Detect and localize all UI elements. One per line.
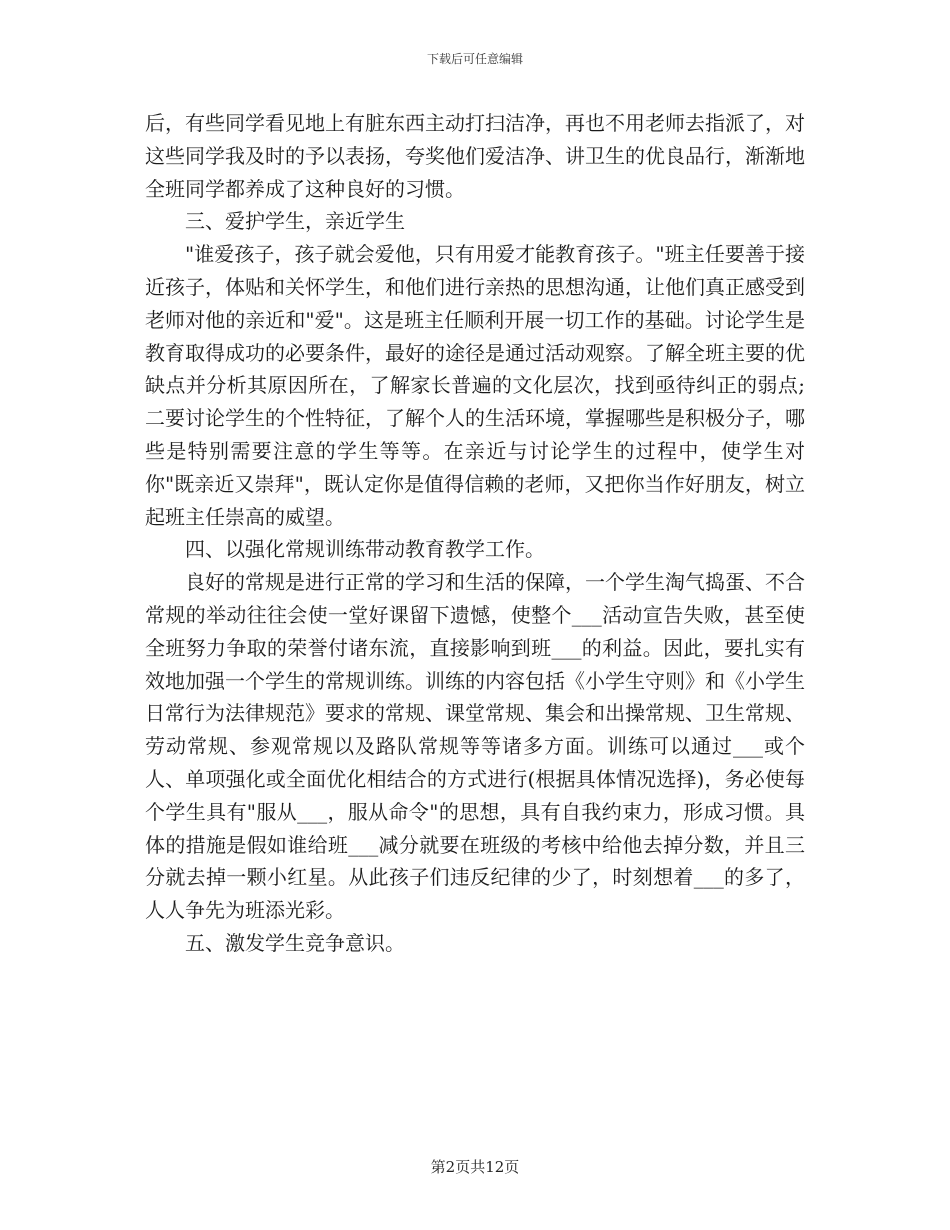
section-heading-4: 四、以强化常规训练带动教育教学工作。 (185, 537, 545, 562)
section-heading-5: 五、激发学生竞争意识。 (185, 930, 405, 955)
document-body (145, 107, 805, 960)
paragraph-routine-training: 良好的常规是进行正常的学习和生活的保障，一个学生淘气捣蛋、不合常规的举动往往会使一堂好课留下遗憾，使整个___活动宣告失败，甚至使全班努力争取的荣誉付诸东流，直接影响到班___的利益。因此，要扎实有效地加强一个学生的常规训练。训练的内容包括《小学生守则》和《小学生日常行为法律规范》要求的常规、课堂常规、集会和出操常规、卫生常规、劳动常规、参观常规以及路队常规等等诸多方面。训练可以通过___或个人、单项强化或全面优化相结合的方式进行(根据具体情况选择)，务必使每个学生具有"服从___，服从命令"的思想，具有自我约束力，形成习惯。具体的措施是假如谁给班___减分就要在班级的考核中给他去掉分数，并且三分就去掉一颗小红星。从此孩子们违反纪律的少了，时刻想着___的多了，人人争先为班添光彩。 (145, 570, 805, 923)
section-heading-3: 三、爱护学生，亲近学生 (185, 209, 405, 234)
page-number-footer: 第2页共12页 (430, 1158, 520, 1176)
paragraph-continuation: 后，有些同学看见地上有脏东西主动打扫洁净，再也不用老师去指派了，对这些同学我及时的予以表扬，夸奖他们爱洁净、讲卫生的优良品行，渐渐地全班同学都养成了这种良好的习惯。 (145, 111, 805, 201)
page-header: 下载后可任意编辑 (426, 52, 523, 66)
paragraph-care-for-students: "谁爱孩子，孩子就会爱他，只有用爱才能教育孩子。"班主任要善于接近孩子，体贴和关怀学生，和他们进行亲热的思想沟通，让他们真正感受到老师对他的亲近和"爱"。这是班主任顺利开展一切工作的基础。讨论学生是教育取得成功的必要条件，最好的途径是通过活动观察。了解全班主要的优缺点并分析其原因所在，了解家长普遍的文化层次，找到亟待纠正的弱点;二要讨论学生的个性特征，了解个人的生活环境，掌握哪些是积极分子，哪些是特别需要注意的学生等等。在亲近与讨论学生的过程中，使学生对你"既亲近又崇拜"，既认定你是值得信赖的老师，又把你当作好朋友，树立起班主任崇高的威望。 (145, 242, 805, 529)
